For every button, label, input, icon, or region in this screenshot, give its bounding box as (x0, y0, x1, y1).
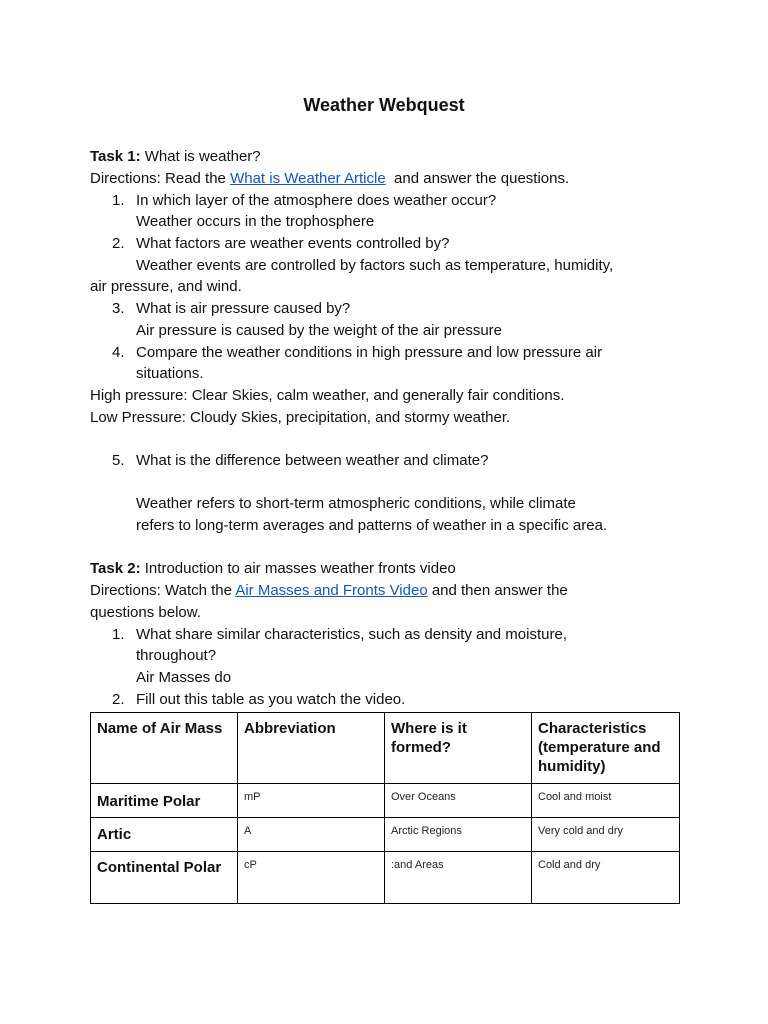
header-abbreviation: Abbreviation (238, 713, 385, 784)
question-3 (112, 299, 350, 319)
cell-characteristics: Cold and dry (532, 852, 680, 904)
t2q1-number: 1. (112, 626, 125, 643)
cell-abbreviation: A (238, 818, 385, 852)
table-row (91, 784, 680, 818)
question-2 (112, 234, 450, 254)
air-mass-table (90, 712, 680, 904)
answer-4-low: Low Pressure: Cloudy Skies, precipitation, and stormy weather. (90, 409, 511, 426)
header-characteristics: Characteristics (temperature and humidity) (532, 713, 680, 784)
task2-heading (90, 559, 456, 579)
header-name: Name of Air Mass (91, 713, 238, 784)
answer-2-line2: air pressure, and wind. (90, 278, 242, 295)
answer-3: Air pressure is caused by the weight of the air pressure (136, 322, 503, 339)
question-4 (112, 343, 602, 363)
t2q2-number: 2. (112, 691, 125, 708)
page-title: Weather Webquest (303, 95, 465, 115)
t2q1-text-line2: throughout? (136, 647, 217, 664)
q1-text: In which layer of the atmosphere does weather occur? (136, 192, 497, 209)
table-header-row (91, 713, 680, 784)
cell-where-formed: Over Oceans (385, 784, 532, 818)
q1-number: 1. (112, 192, 125, 209)
table-row (91, 818, 680, 852)
cell-name: Maritime Polar (91, 784, 238, 818)
answer-2-line1: Weather events are controlled by factors such as temperature, humidity, (136, 257, 614, 274)
task1-label: Task 1: (90, 148, 141, 165)
q5-text: What is the difference between weather and climate? (136, 452, 489, 469)
q4-text-line2: situations. (136, 365, 204, 382)
task1-directions (90, 169, 569, 189)
cell-name: Continental Polar (91, 852, 238, 904)
cell-name: Artic (91, 818, 238, 852)
question-5 (112, 451, 488, 471)
cell-characteristics: Cool and moist (532, 784, 680, 818)
q4-number: 4. (112, 344, 125, 361)
air-masses-fronts-video-link[interactable]: Air Masses and Fronts Video (235, 582, 428, 599)
q4-text-line1: Compare the weather conditions in high pressure and low pressure air (136, 344, 603, 361)
cell-where-formed: :and Areas (385, 852, 532, 904)
answer-5-line1: Weather refers to short-term atmospheric conditions, while climate (136, 495, 576, 512)
t2-answer-1: Air Masses do (136, 669, 232, 686)
task2-directions-post: and then answer the (427, 582, 568, 599)
task2-directions-line2: questions below. (90, 604, 201, 621)
q5-number: 5. (112, 452, 125, 469)
task2-label: Task 2: (90, 560, 141, 577)
table-row (91, 852, 680, 904)
task2-directions-pre: Directions: Watch the (90, 582, 236, 599)
answer-4-high: High pressure: Clear Skies, calm weather, and generally fair conditions. (90, 387, 565, 404)
t2q1-text-line1: What share similar characteristics, such as density and moisture, (136, 626, 567, 643)
t2-question-2 (112, 690, 405, 710)
cell-characteristics: Very cold and dry (532, 818, 680, 852)
task1-directions-post: and answer the questions. (394, 170, 570, 187)
cell-abbreviation: mP (238, 784, 385, 818)
what-is-weather-article-link[interactable]: What is Weather Article (230, 170, 386, 187)
task1-directions-pre: Directions: Read the (90, 170, 231, 187)
answer-5-line2: refers to long-term averages and patterns of weather in a specific area. (136, 517, 608, 534)
header-where-formed: Where is it formed? (385, 713, 532, 784)
task2-directions (90, 581, 568, 601)
task1-text: What is weather? (144, 148, 261, 165)
cell-where-formed: Arctic Regions (385, 818, 532, 852)
t2-question-1 (112, 625, 567, 645)
cell-abbreviation: cP (238, 852, 385, 904)
t2q2-text: Fill out this table as you watch the video. (136, 691, 406, 708)
answer-1: Weather occurs in the trophosphere (136, 213, 375, 230)
task2-text: Introduction to air masses weather fronts video (144, 560, 456, 577)
task1-heading (90, 147, 261, 167)
q3-text: What is air pressure caused by? (136, 300, 351, 317)
q3-number: 3. (112, 300, 125, 317)
question-1 (112, 191, 496, 211)
q2-number: 2. (112, 235, 125, 252)
q2-text: What factors are weather events controlled by? (136, 235, 450, 252)
